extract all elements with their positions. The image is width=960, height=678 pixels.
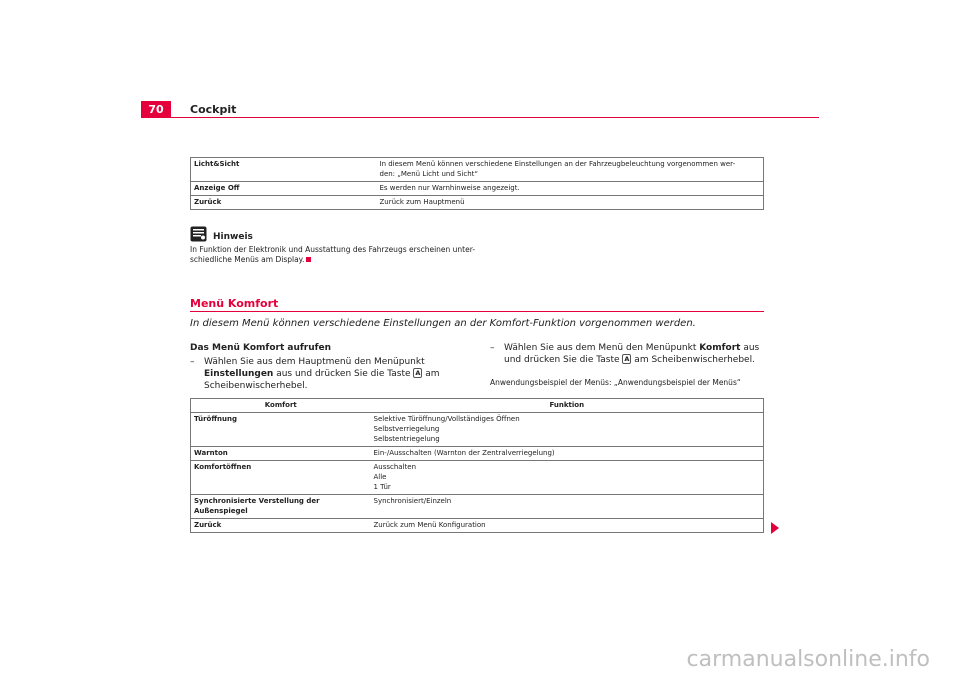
next-page-arrow-icon[interactable] <box>771 522 779 534</box>
step-1-text <box>204 356 480 392</box>
key-a-icon: A <box>415 369 421 377</box>
row-value-line: Ein-/Ausschalten (Warnton der Zentralverriegelung) <box>373 449 555 457</box>
step-2-text <box>504 342 765 366</box>
licht-menu-table <box>190 157 764 210</box>
info-note-icon <box>190 226 207 242</box>
section-intro: In diesem Menü können verschiedene Einstellungen an der Komfort-Funktion vorgenommen werden. <box>190 318 696 329</box>
komfort-menu-table <box>190 398 764 533</box>
table-row <box>191 447 764 461</box>
step-2 <box>490 342 765 366</box>
header-rule <box>171 117 819 118</box>
row-label: Zurück <box>194 521 222 529</box>
row-label: Synchronisierte Verstellung der Außenspiegel <box>194 497 320 515</box>
table-row <box>191 158 764 182</box>
section-title: Menü Komfort <box>190 297 279 310</box>
step-text: aus und drücken Sie die Taste <box>504 343 760 365</box>
row-value-line: Selektive Türöffnung/Vollständiges Öffnen <box>373 415 520 423</box>
row-value-line: Selbstverriegelung <box>373 425 440 433</box>
column-header-komfort: Komfort <box>264 401 297 409</box>
step-text: am Scheibenwischerhebel. <box>631 355 755 365</box>
row-value <box>371 447 764 461</box>
running-head: Cockpit <box>190 103 237 116</box>
menu-item-name: Einstellungen <box>204 369 274 379</box>
subheading: Das Menü Komfort aufrufen <box>190 343 332 353</box>
note-title: Hinweis <box>213 232 253 242</box>
end-of-section-mark <box>306 257 311 262</box>
row-label: Zurück <box>194 198 222 206</box>
row-value-line: Selbstentriegelung <box>373 435 440 443</box>
row-value <box>371 461 764 495</box>
left-column <box>190 342 480 392</box>
step-text: Wählen Sie aus dem Hauptmenü den Menüpunkt <box>204 357 425 367</box>
step-dash: – <box>190 357 195 367</box>
row-value-line: Synchronisiert/Einzeln <box>373 497 452 505</box>
row-value-line: Alle <box>373 473 387 481</box>
table-row <box>191 461 764 495</box>
row-value <box>371 495 764 519</box>
key-a-icon: A <box>624 355 630 363</box>
table-row <box>191 495 764 519</box>
row-value-line: den: „Menü Licht und Sicht“ <box>379 170 479 178</box>
row-value-line: 1 Tür <box>373 483 391 491</box>
row-value-line: Es werden nur Warnhinweise angezeigt. <box>379 184 520 192</box>
right-column <box>490 342 765 366</box>
table-row <box>191 182 764 196</box>
table-row <box>191 196 764 210</box>
page-number: 70 <box>141 101 171 118</box>
table-row <box>191 413 764 447</box>
step-1 <box>190 356 480 392</box>
step-text: am Scheibenwischerhebel. <box>204 369 440 391</box>
row-value-line: In diesem Menü können verschiedene Einstellungen an der Fahrzeugbeleuchtung vorgenommen wer- <box>379 160 736 168</box>
row-label: Anzeige Off <box>194 184 240 192</box>
row-value <box>371 519 764 533</box>
row-value-line: Zurück zum Hauptmenü <box>379 198 465 206</box>
column-header-funktion: Funktion <box>549 401 585 409</box>
row-value <box>377 158 764 182</box>
row-value <box>377 182 764 196</box>
row-value-line: Ausschalten <box>373 463 417 471</box>
note-body: In Funktion der Elektronik und Ausstattung des Fahrzeugs erscheinen unter- schiedliche Menüs am Display. <box>190 245 476 264</box>
watermark: carmanualsonline.info <box>686 647 930 672</box>
row-value <box>377 196 764 210</box>
section-rule <box>190 311 764 312</box>
row-label: Licht&Sicht <box>194 160 240 168</box>
step-text: aus und drücken Sie die Taste <box>273 369 414 379</box>
header-rule-left <box>141 117 171 118</box>
row-value-line: Zurück zum Menü Konfiguration <box>373 521 486 529</box>
table-row <box>191 519 764 533</box>
step-text: Wählen Sie aus dem Menü den Menüpunkt <box>504 343 700 353</box>
note-text <box>190 245 480 265</box>
step-dash: – <box>490 343 495 353</box>
caption: Anwendungsbeispiel der Menüs: „Anwendungsbeispiel der Menüs“ <box>490 378 741 387</box>
row-label: Komfortöffnen <box>194 463 252 471</box>
menu-item-name: Komfort <box>699 343 741 353</box>
row-label: Türöffnung <box>194 415 237 423</box>
row-value <box>371 413 764 447</box>
row-label: Warnton <box>194 449 228 457</box>
